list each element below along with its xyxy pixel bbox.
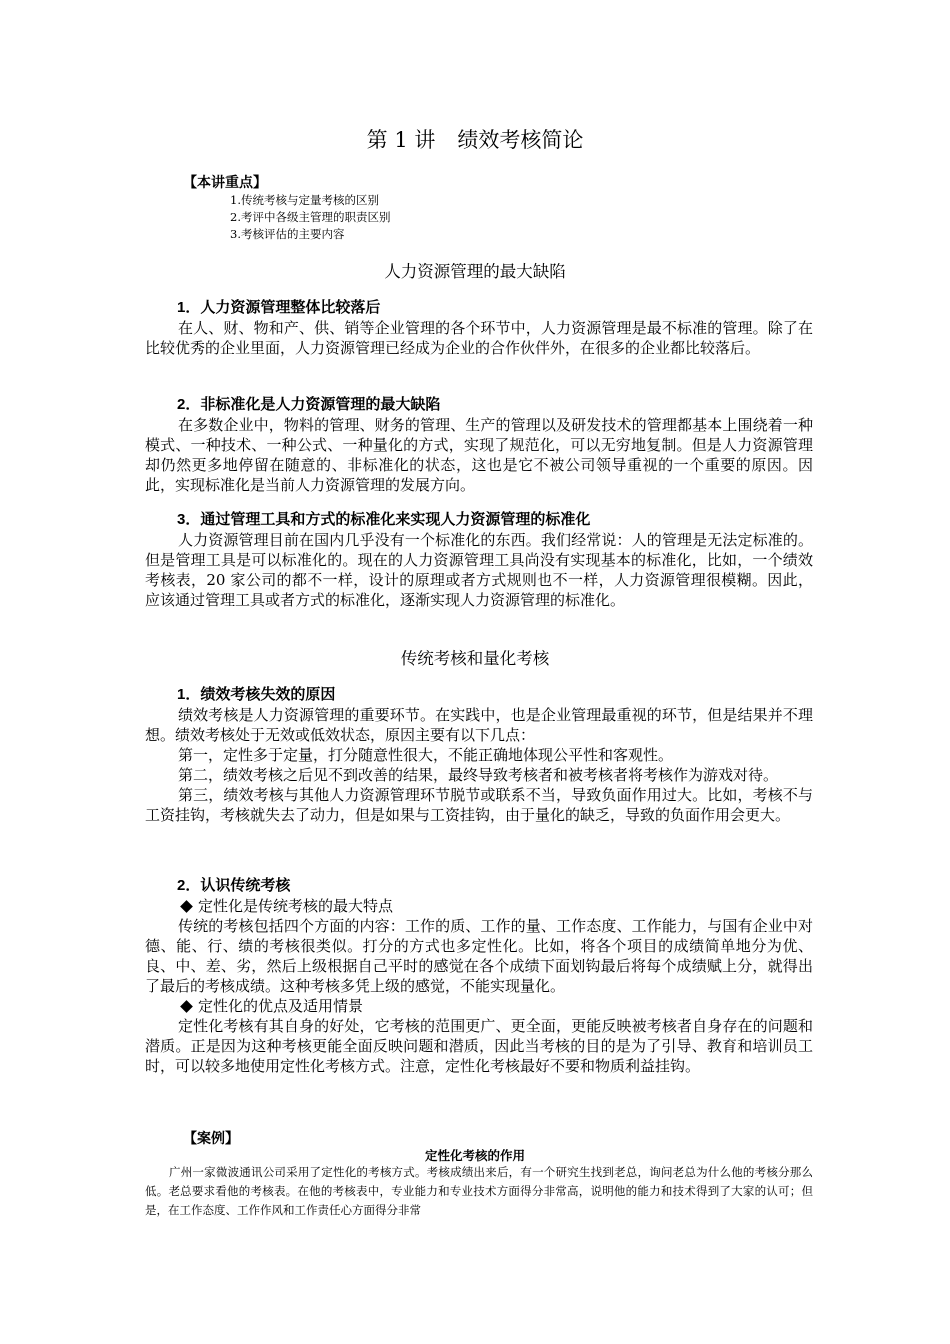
case-text: 广州一家微波通讯公司采用了定性化的考核方式。考核成绩出来后，有一个研究生找到老总，询问老总为什么他的考核分那么低。老总要求看他的考核表。在他的考核表中，专业能力和专业技术方面得分非常高，说明他的能力和技术得到了大家的认可；但是，在工作态度、工作作风和工作责任心方面得分非常	[145, 1165, 813, 1217]
subsection-heading: 3．通过管理工具和方式的标准化来实现人力资源管理的标准化	[177, 511, 591, 528]
diamond-bullet-icon	[180, 1000, 193, 1013]
paragraph: 传统的考核包括四个方面的内容：工作的质、工作的量、工作态度、工作能力，与国有企业中对德、能、行、绩的考核很类似。打分的方式也多定性化。比如，将各个项目的成绩简单地分为优、良、中、差、劣，然后上级根据自己平时的感觉在各个成绩下面划钩最后将每个成绩赋上分，就得出了最后的考核成绩。这种考核多凭上级的感觉，不能实现量化。	[145, 917, 813, 995]
subsection-heading: 1．绩效考核失效的原因	[177, 686, 336, 703]
paragraph: 在人、财、物和产、供、销等企业管理的各个环节中，人力资源管理是最不标准的管理。除了在比较优秀的企业里面，人力资源管理已经成为企业的合作伙伴外，在很多的企业都比较落后。	[145, 319, 813, 357]
bullet-item	[145, 896, 813, 916]
key-points-heading: 【本讲重点】	[183, 174, 267, 190]
bullet-text: 定性化是传统考核的最大特点	[198, 897, 394, 915]
bullet-text: 定性化的优点及适用情景	[198, 997, 364, 1015]
diamond-bullet-icon	[180, 900, 193, 913]
case-title: 定性化考核的作用	[424, 1149, 525, 1163]
paragraph: 第一，定性多于定量，打分随意性很大，不能正确地体现公平性和客观性。	[178, 746, 674, 764]
section1-sub1	[145, 298, 813, 358]
key-point-item: 3.考核评估的主要内容	[230, 227, 345, 241]
section-title: 人力资源管理的最大缺陷	[384, 263, 566, 281]
section2-sub1	[145, 685, 813, 825]
subsection-heading: 1．人力资源管理整体比较落后	[177, 299, 381, 316]
lecture-title	[0, 124, 950, 154]
section1-sub2	[145, 395, 813, 495]
paragraph: 第三，绩效考核与其他人力资源管理环节脱节或联系不当，导致负面作用过大。比如，考核不与工资挂钩，考核就失去了动力，但是如果与工资挂钩，由于量化的缺乏，导致的负面作用会更大。	[145, 786, 813, 824]
paragraph: 人力资源管理目前在国内几乎没有一个标准化的东西。我们经常说：人的管理是无法定标准的。但是管理工具是可以标准化的。现在的人力资源管理工具尚没有实现基本的标准化，比如，一个绩效考核表，20 家公司的都不一样，设计的原理或者方式规则也不一样，人力资源管理很模糊。因此，应该通过管理工具或者方式的标准化，逐渐实现人力资源管理的标准化。	[145, 531, 813, 609]
key-points	[183, 172, 390, 243]
lecture-number: 第 1 讲	[366, 128, 436, 152]
section-title: 传统考核和量化考核	[400, 650, 550, 668]
subsection-heading: 2．认识传统考核	[177, 877, 291, 894]
key-point-item: 1.传统考核与定量考核的区别	[230, 193, 379, 207]
key-points-list	[183, 192, 390, 243]
section1-sub3	[145, 510, 813, 610]
lecture-topic: 绩效考核简论	[457, 128, 584, 152]
subsection-heading: 2．非标准化是人力资源管理的最大缺陷	[177, 396, 441, 413]
bullet-item	[145, 996, 813, 1016]
key-point-item: 2.考评中各级主管理的职责区别	[230, 210, 391, 224]
case-heading: 【案例】	[183, 1130, 239, 1146]
paragraph: 第二，绩效考核之后见不到改善的结果，最终导致考核者和被考核者将考核作为游戏对待。	[178, 766, 779, 784]
section2-sub2	[145, 876, 813, 1076]
paragraph: 在多数企业中，物料的管理、财务的管理、生产的管理以及研发技术的管理都基本上围绕着一种模式、一种技术、一种公式、一种量化的方式，实现了规范化，可以无穷地复制。但是人力资源管理却仍然更多地停留在随意的、非标准化的状态，这也是它不被公司领导重视的一个重要的原因。因此，实现标准化是当前人力资源管理的发展方向。	[145, 416, 813, 494]
paragraph: 定性化考核有其自身的好处，它考核的范围更广、更全面，更能反映被考核者自身存在的问题和潜质。正是因为这种考核更能全面反映问题和潜质，因此当考核的目的是为了引导、教育和培训员工时，可以较多地使用定性化考核方式。注意，定性化考核最好不要和物质利益挂钩。	[145, 1017, 813, 1075]
paragraph: 绩效考核是人力资源管理的重要环节。在实践中，也是企业管理最重视的环节，但是结果并不理想。绩效考核处于无效或低效状态，原因主要有以下几点：	[145, 706, 813, 744]
